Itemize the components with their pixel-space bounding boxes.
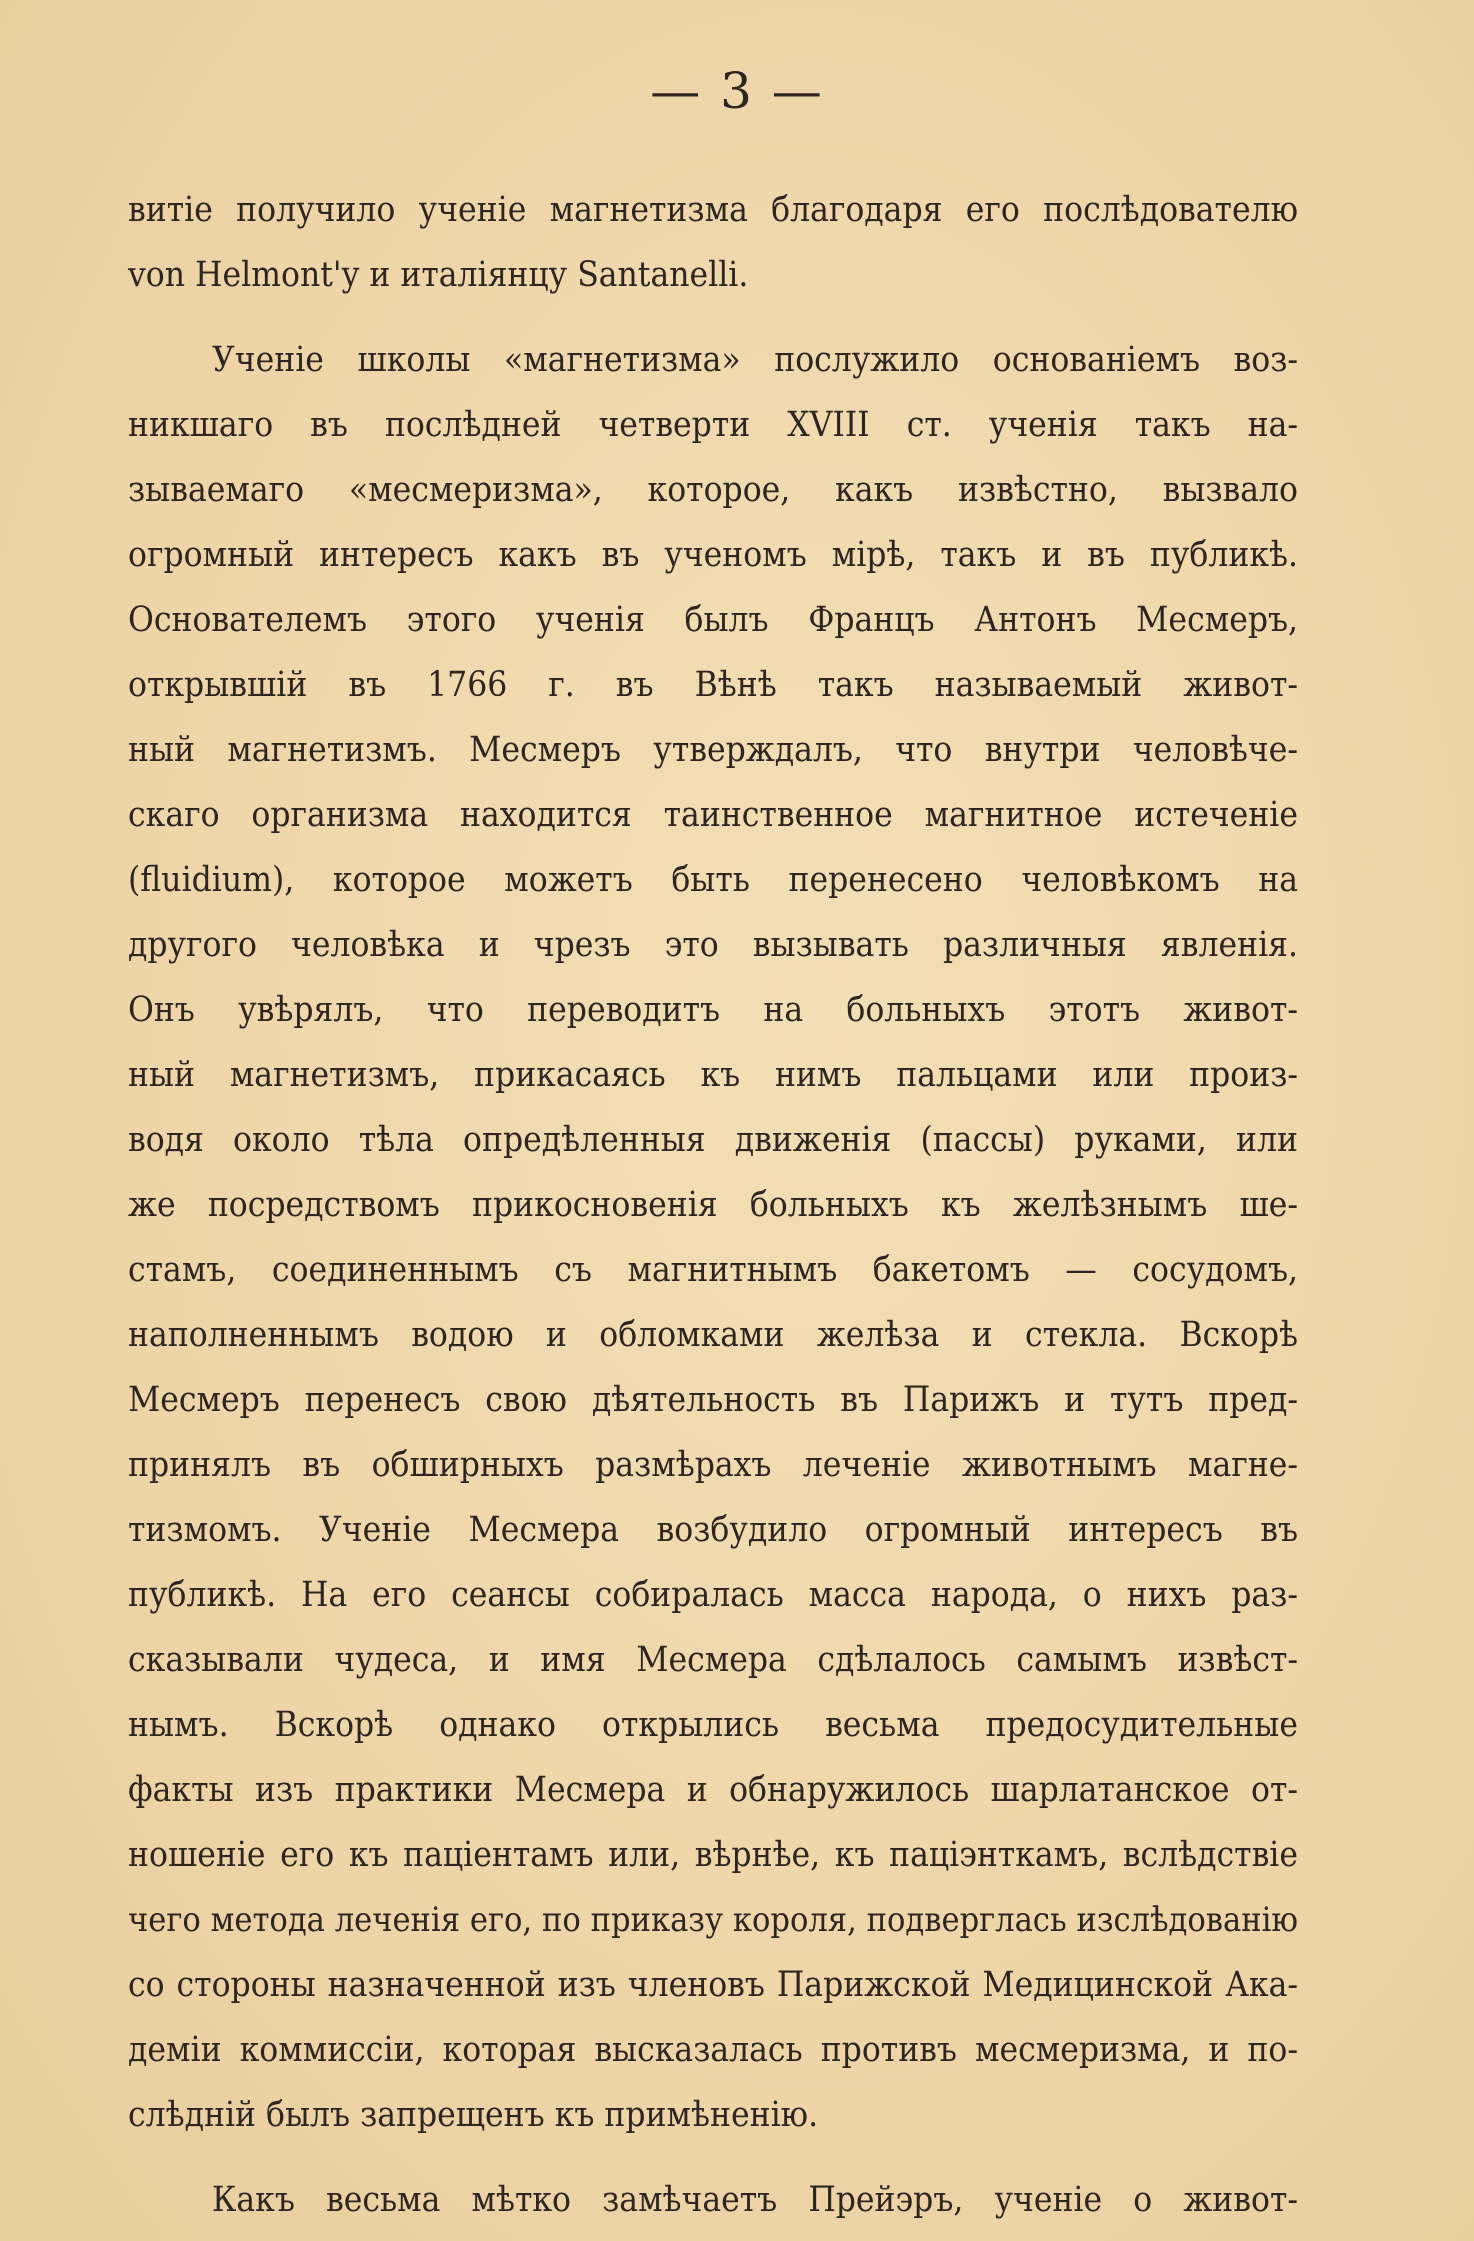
text-line: водя около тѣла опредѣленныя движенія (пассы) руками, или bbox=[128, 1120, 1298, 1160]
text-line: наполненнымъ водою и обломками желѣза и стекла. Вскорѣ bbox=[128, 1315, 1298, 1355]
text-line: стамъ, соединеннымъ съ магнитнымъ бакетомъ — сосудомъ, bbox=[128, 1250, 1298, 1290]
body-text bbox=[128, 178, 1298, 2233]
text-line: Основателемъ этого ученія былъ Францъ Антонъ Месмеръ, bbox=[128, 600, 1298, 640]
text-line: Онъ увѣрялъ, что переводитъ на больныхъ этотъ живот- bbox=[128, 990, 1298, 1030]
text-line: открывшій въ 1766 г. въ Вѣнѣ такъ называемый живот- bbox=[128, 665, 1298, 705]
text-line: (fluidium), которое можетъ быть перенесено человѣкомъ на bbox=[128, 860, 1298, 900]
text-line: принялъ въ обширныхъ размѣрахъ леченіе животнымъ магне- bbox=[128, 1445, 1298, 1485]
text-line: von Helmont'y и италіянцу Santanelli. bbox=[128, 255, 749, 295]
text-line: публикѣ. На его сеансы собиралась масса народа, о нихъ раз- bbox=[128, 1575, 1298, 1615]
text-line: слѣдній былъ запрещенъ къ примѣненію. bbox=[128, 2095, 819, 2135]
text-line: ный магнетизмъ, прикасаясь къ нимъ пальцами или произ- bbox=[128, 1055, 1298, 1095]
text-line: сказывали чудеса, и имя Месмера сдѣлалось самымъ извѣст- bbox=[128, 1640, 1298, 1680]
text-line: витіе получило ученіе магнетизма благодаря его послѣдователю bbox=[128, 190, 1298, 230]
text-line: Ученіе школы «магнетизма» послужило основаніемъ воз- bbox=[212, 340, 1298, 380]
text-line: скаго организма находится таинственное магнитное истеченіе bbox=[128, 795, 1298, 835]
text-line: чего метода леченія его, по приказу короля, подверглась изслѣдованію bbox=[128, 1900, 1298, 1940]
text-line: другого человѣка и чрезъ это вызывать различныя явленія. bbox=[128, 925, 1298, 965]
text-line: ный магнетизмъ. Месмеръ утверждалъ, что внутри человѣче- bbox=[128, 730, 1298, 770]
text-line: факты изъ практики Месмера и обнаружилось шарлатанское от- bbox=[128, 1770, 1298, 1810]
text-line: со стороны назначенной изъ членовъ Парижской Медицинской Ака- bbox=[128, 1965, 1298, 2005]
text-line: деміи коммиссіи, которая высказалась противъ месмеризма, и по- bbox=[128, 2030, 1298, 2070]
text-line: Месмеръ перенесъ свою дѣятельность въ Парижъ и тутъ пред- bbox=[128, 1380, 1298, 1420]
text-line: нымъ. Вскорѣ однако открылись весьма предосудительные bbox=[128, 1705, 1298, 1745]
text-line: тизмомъ. Ученіе Месмера возбудило огромный интересъ въ bbox=[128, 1510, 1298, 1550]
text-line: Какъ весьма мѣтко замѣчаетъ Прейэръ, ученіе о живот- bbox=[212, 2180, 1298, 2220]
page-number: — 3 — bbox=[650, 62, 824, 120]
text-line: никшаго въ послѣдней четверти XVIII ст. ученія такъ на- bbox=[128, 405, 1298, 445]
text-line: же посредствомъ прикосновенія больныхъ къ желѣзнымъ ше- bbox=[128, 1185, 1298, 1225]
text-line: огромный интересъ какъ въ ученомъ мірѣ, такъ и въ публикѣ. bbox=[128, 535, 1298, 575]
text-line: ношеніе его къ паціентамъ или, вѣрнѣе, къ паціэнткамъ, вслѣдствіе bbox=[128, 1835, 1298, 1875]
text-line: зываемаго «месмеризма», которое, какъ извѣстно, вызвало bbox=[128, 470, 1298, 510]
